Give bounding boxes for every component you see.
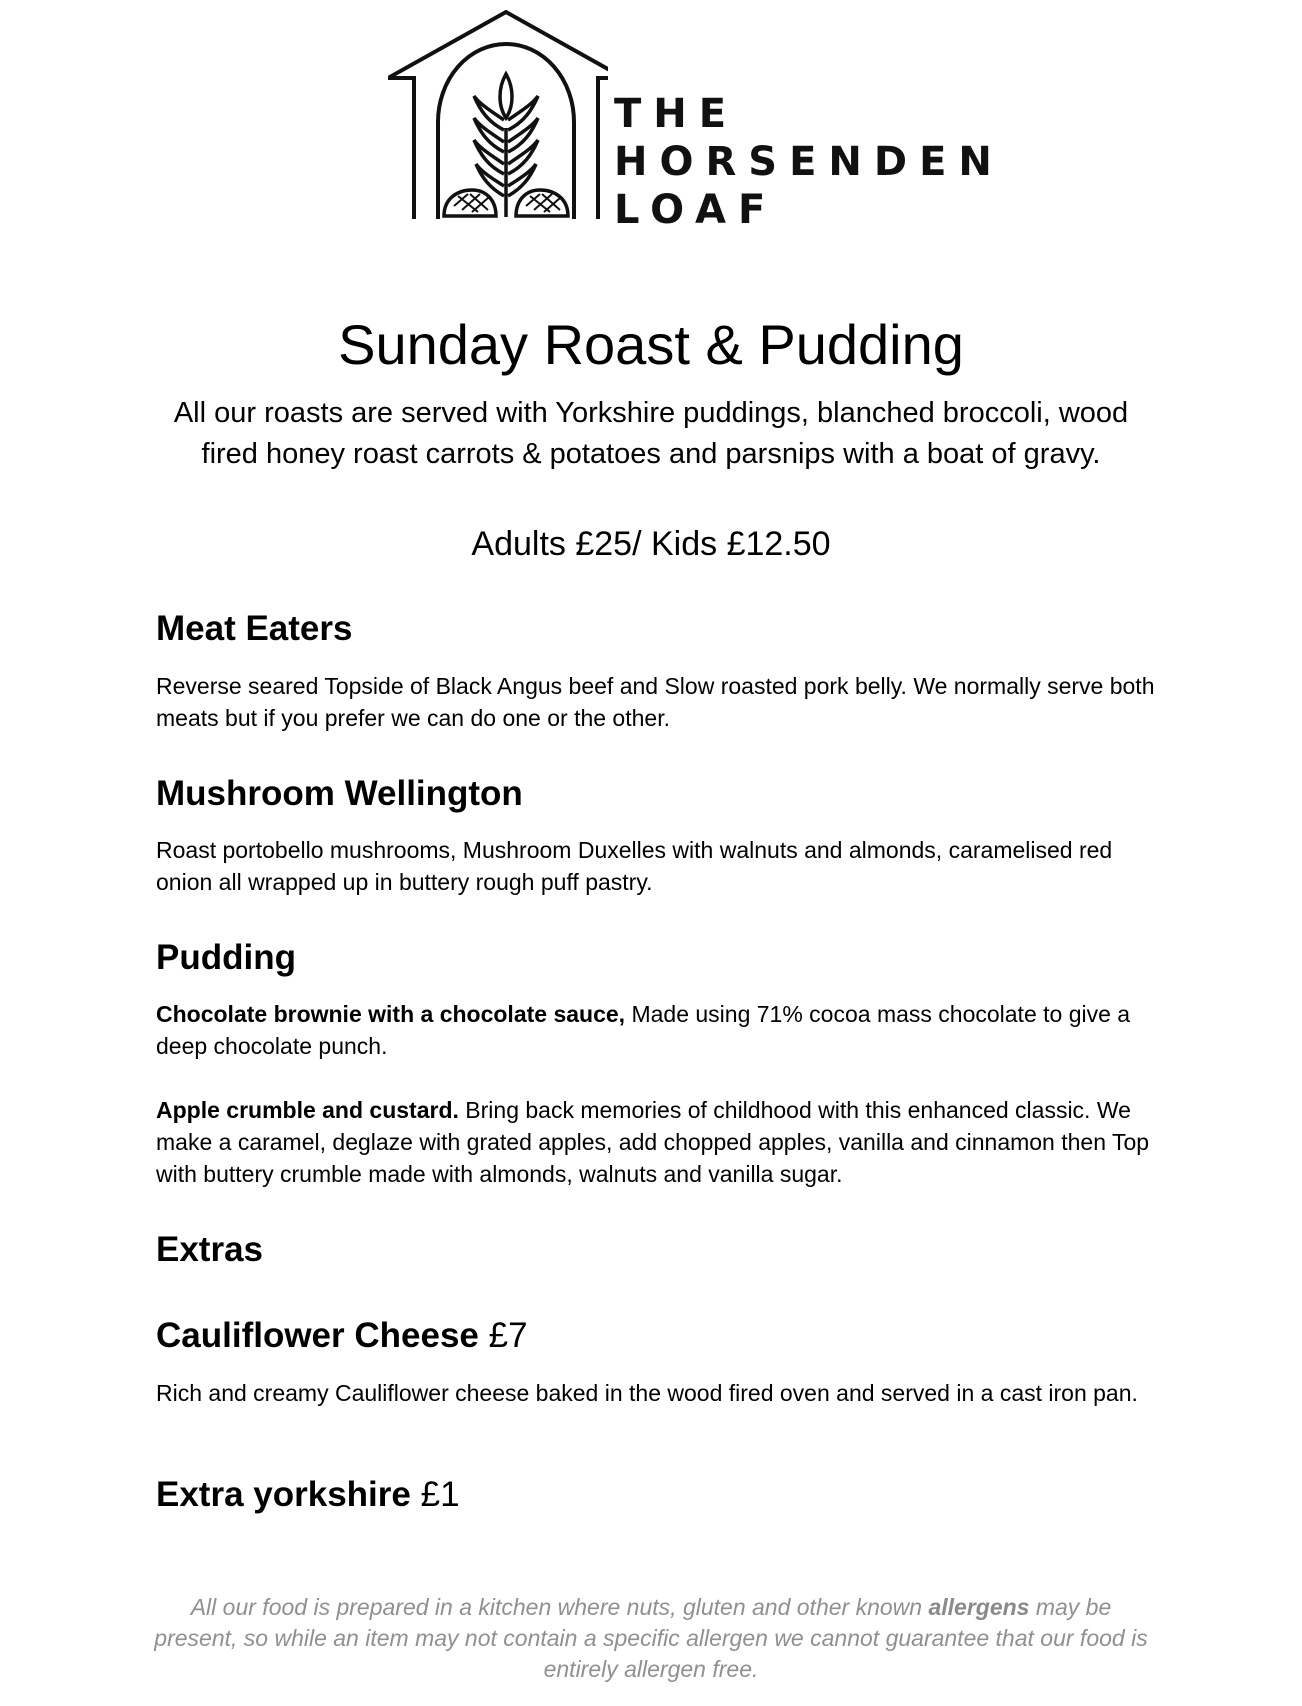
section-meat-eaters bbox=[156, 607, 1156, 651]
house-wheat-bread-icon bbox=[388, 10, 608, 228]
page-title: Sunday Roast & Pudding bbox=[338, 313, 964, 376]
logo-text-horsenden: HORSENDEN bbox=[614, 139, 1004, 185]
meat-eaters-description: Reverse seared Topside of Black Angus beef and Slow roasted pork belly. We normally serve both meats but if you prefer we can do one or the other. bbox=[156, 673, 1155, 731]
section-heading: Pudding bbox=[156, 938, 296, 977]
allergen-keyword: allergens bbox=[928, 1594, 1030, 1620]
section-extra-yorkshire bbox=[156, 1473, 1156, 1517]
section-pudding bbox=[156, 936, 1156, 980]
wellington-description: Roast portobello mushrooms, Mushroom Duxelles with walnuts and almonds, caramelised red onion all wrapped up in buttery rough puff pastry. bbox=[156, 837, 1113, 895]
crumble-item bbox=[156, 1094, 1156, 1190]
section-heading: Mushroom Wellington bbox=[156, 774, 523, 813]
section-heading bbox=[156, 1314, 1156, 1358]
allergen-text-end: may be present, so while an item may not contain a specific allergen we cannot guarantee that our food is entirely allergen free. bbox=[154, 1594, 1148, 1682]
allergen-text-start: All our food is prepared in a kitchen where nuts, gluten and other known bbox=[190, 1594, 929, 1620]
logo bbox=[388, 10, 1004, 233]
brownie-name: Chocolate brownie with a chocolate sauce, bbox=[156, 1001, 626, 1027]
price-line: Adults £25/ Kids £12.50 bbox=[471, 525, 831, 563]
logo-text-the: THE bbox=[614, 91, 739, 137]
logo-text-loaf: LOAF bbox=[614, 187, 778, 233]
brownie-item bbox=[156, 998, 1156, 1062]
section-heading: Extras bbox=[156, 1230, 264, 1269]
item-price: £7 bbox=[488, 1316, 528, 1355]
section-mushroom-wellington bbox=[156, 772, 1156, 816]
brownie-description: Made using 71% cocoa mass chocolate to give a deep chocolate punch. bbox=[156, 1001, 1131, 1059]
item-name: Extra yorkshire bbox=[156, 1475, 411, 1514]
item-price: £1 bbox=[420, 1475, 460, 1514]
crumble-description: Bring back memories of childhood with this enhanced classic. We make a caramel, deglaze with grated apples, add chopped apples, vanilla and cinnamon then Top with buttery crumble made with almonds, walnuts and vanilla sugar. bbox=[156, 1097, 1150, 1187]
crumble-name: Apple crumble and custard. bbox=[156, 1097, 459, 1123]
section-heading bbox=[156, 1473, 1156, 1517]
intro-text: All our roasts are served with Yorkshire puddings, blanched broccoli, wood fired honey roast carrots & potatoes and parsnips with a boat of gravy. bbox=[173, 397, 1129, 470]
allergen-notice bbox=[150, 1592, 1152, 1685]
section-extras bbox=[156, 1228, 1156, 1272]
cauliflower-description: Rich and creamy Cauliflower cheese baked in the wood fired oven and served in a cast iron pan. bbox=[156, 1380, 1138, 1406]
section-cauliflower-cheese bbox=[156, 1314, 1156, 1358]
item-name: Cauliflower Cheese bbox=[156, 1316, 479, 1355]
section-heading: Meat Eaters bbox=[156, 609, 353, 648]
